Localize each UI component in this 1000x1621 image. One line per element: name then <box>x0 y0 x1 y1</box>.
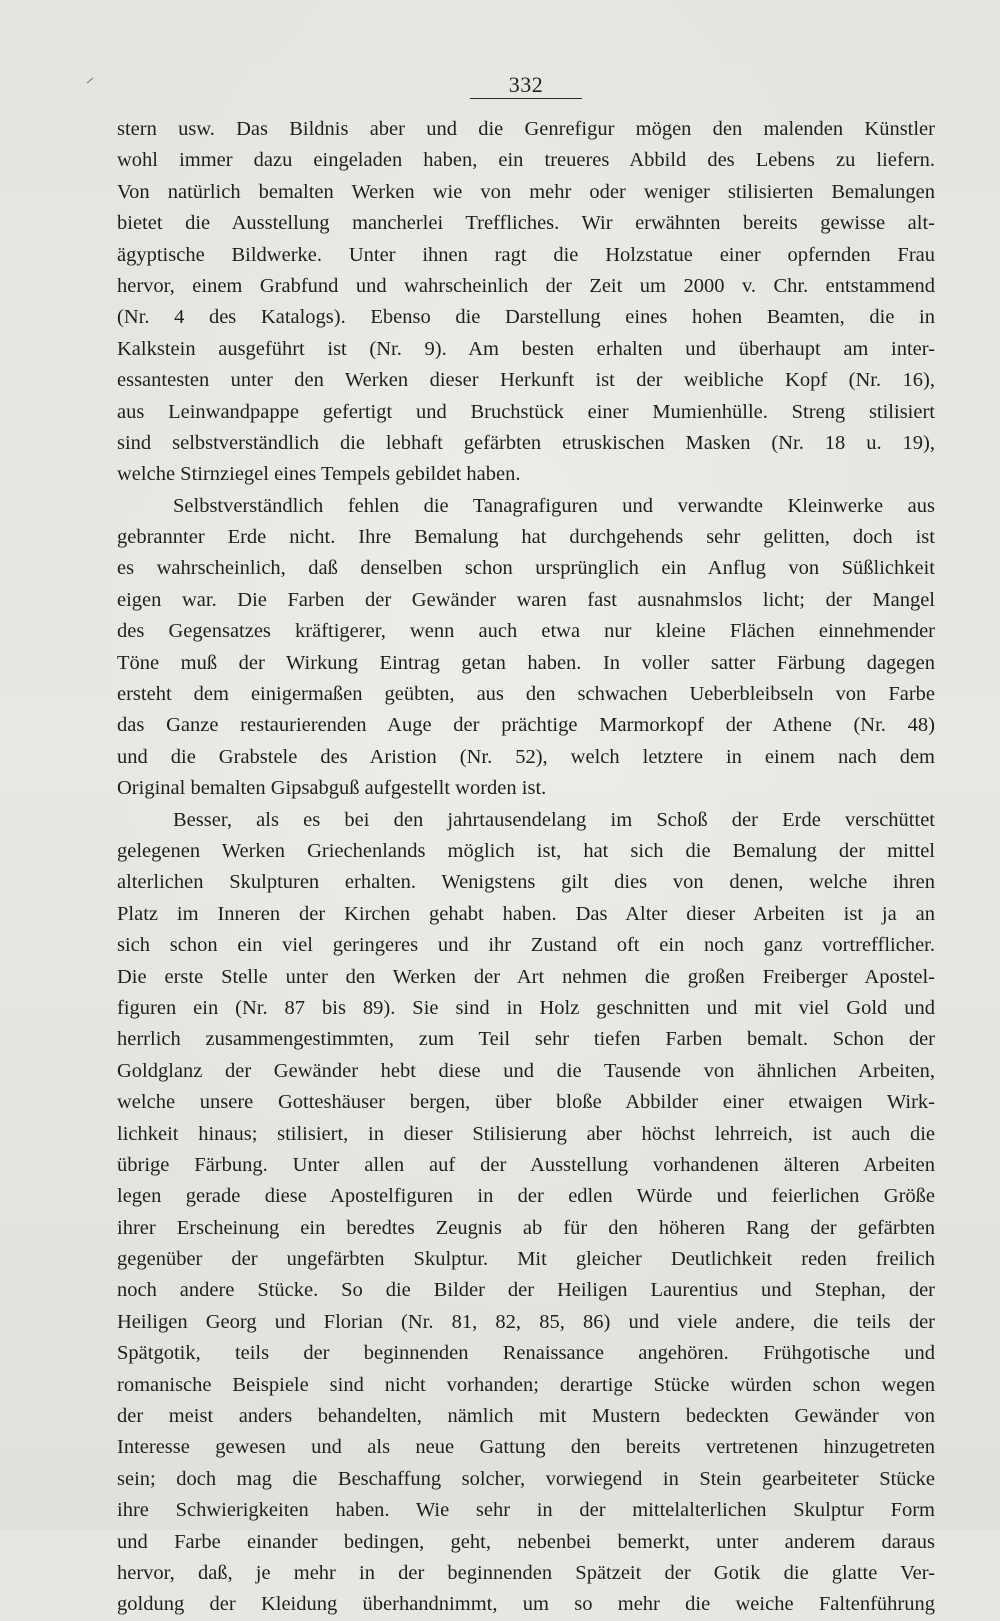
text-line: der meist anders behandelten, nämlich mit Mustern bedeckten Gewänder von <box>117 1405 935 1428</box>
text-line: sein; doch mag die Beschaffung solcher, vorwiegend in Stein gearbeiteter Stücke <box>117 1467 935 1490</box>
text-line: hervor, daß, je mehr in der beginnenden Spätzeit der Gotik die glatte Ver- <box>117 1561 935 1584</box>
text-line: ersteht dem einigermaßen geübten, aus den schwachen Ueberbleibseln von Farbe <box>117 683 935 706</box>
text-line: des Gegensatzes kräftigerer, wenn auch etwa nur kleine Flächen einnehmender <box>117 620 935 643</box>
text-line: sich schon ein viel geringeres und ihr Zustand oft ein noch ganz vortrefflicher. <box>117 934 935 957</box>
text-line: lichkeit hinaus; stilisiert, in dieser Stilisierung aber höchst lehrreich, ist auch die <box>117 1122 935 1145</box>
text-line: bietet die Ausstellung mancherlei Treffliches. Wir erwähnten bereits gewisse alt- <box>117 212 935 235</box>
body-text <box>117 114 935 1621</box>
text-line: eigen war. Die Farben der Gewänder waren fast ausnahmslos licht; der Mangel <box>117 588 935 611</box>
paper-speck <box>87 78 94 84</box>
text-line: Original bemalten Gipsabguß aufgestellt worden ist. <box>117 777 547 800</box>
text-line: Goldglanz der Gewänder hebt diese und die Tausende von ähnlichen Arbeiten, <box>117 1059 935 1082</box>
text-line: übrige Färbung. Unter allen auf der Ausstellung vorhandenen älteren Arbeiten <box>117 1153 935 1176</box>
text-line: es wahrscheinlich, daß denselben schon ursprünglich ein Anflug von Süßlichkeit <box>117 557 935 580</box>
text-line: welche Stirnziegel eines Tempels gebildet haben. <box>117 463 521 486</box>
text-line: das Ganze restaurierenden Auge der prächtige Marmorkopf der Athene (Nr. 48) <box>117 714 935 737</box>
text-line: Platz im Inneren der Kirchen gehabt haben. Das Alter dieser Arbeiten ist ja an <box>117 902 935 925</box>
text-line: essantesten unter den Werken dieser Herkunft ist der weibliche Kopf (Nr. 16), <box>117 369 935 392</box>
text-line: alterlichen Skulpturen erhalten. Wenigstens gilt dies von denen, welche ihren <box>117 871 935 894</box>
text-line: ägyptische Bildwerke. Unter ihnen ragt die Holzstatue einer opfernden Frau <box>117 243 935 266</box>
text-line: noch andere Stücke. So die Bilder der Heiligen Laurentius und Stephan, der <box>117 1279 935 1302</box>
text-line: Heiligen Georg und Florian (Nr. 81, 82, 85, 86) und viele andere, die teils der <box>117 1310 935 1333</box>
text-line: Interesse gewesen und als neue Gattung den bereits vertretenen hinzugetreten <box>117 1436 935 1459</box>
text-line: legen gerade diese Apostelfiguren in der edlen Würde und feierlichen Größe <box>117 1185 935 1208</box>
text-line: goldung der Kleidung überhandnimmt, um so mehr die weiche Faltenführung <box>117 1593 935 1616</box>
text-line: und die Grabstele des Aristion (Nr. 52), welch letztere in einem nach dem <box>117 745 935 768</box>
text-line: hervor, einem Grabfund und wahrscheinlich der Zeit um 2000 v. Chr. entstammend <box>117 274 935 297</box>
text-line: und Farbe einander bedingen, geht, nebenbei bemerkt, unter anderem daraus <box>117 1530 935 1553</box>
text-line: Kalkstein ausgeführt ist (Nr. 9). Am besten erhalten und überhaupt am inter- <box>117 337 935 360</box>
text-line: Besser, als es bei den jahrtausendelang im Schoß der Erde verschüttet <box>173 808 935 831</box>
text-line: gelegenen Werken Griechenlands möglich ist, hat sich die Bemalung der mittel <box>117 839 935 862</box>
text-line: Spätgotik, teils der beginnenden Renaissance angehören. Frühgotische und <box>117 1342 935 1365</box>
text-line: Die erste Stelle unter den Werken der Art nehmen die großen Freiberger Apostel- <box>117 965 935 988</box>
text-line: (Nr. 4 des Katalogs). Ebenso die Darstellung eines hohen Beamten, die in <box>117 306 935 329</box>
text-line: gegenüber der ungefärbten Skulptur. Mit gleicher Deutlichkeit reden freilich <box>117 1248 935 1271</box>
text-line: figuren ein (Nr. 87 bis 89). Sie sind in Holz geschnitten und mit viel Gold und <box>117 996 935 1019</box>
text-line: ihre Schwierigkeiten haben. Wie sehr in der mittelalterlichen Skulptur Form <box>117 1499 935 1522</box>
text-line: Töne muß der Wirkung Eintrag getan haben. In voller satter Färbung dagegen <box>117 651 935 674</box>
text-line: gebrannter Erde nicht. Ihre Bemalung hat durchgehends sehr gelitten, doch ist <box>117 526 935 549</box>
text-line: herrlich zusammengestimmten, zum Teil sehr tiefen Farben bemalt. Schon der <box>117 1028 935 1051</box>
text-line: Selbstverständlich fehlen die Tanagrafiguren und verwandte Kleinwerke aus <box>173 494 935 517</box>
text-line: aus Leinwandpappe gefertigt und Bruchstück einer Mumienhülle. Streng stilisiert <box>117 400 935 423</box>
text-line: ihrer Erscheinung ein beredtes Zeugnis ab für den höheren Rang der gefärbten <box>117 1216 935 1239</box>
page-number: 332 <box>508 72 544 97</box>
text-line: romanische Beispiele sind nicht vorhanden; derartige Stücke würden schon wegen <box>117 1373 935 1396</box>
text-line: welche unsere Gotteshäuser bergen, über bloße Abbilder einer etwaigen Wirk- <box>117 1091 935 1114</box>
text-line: wohl immer dazu eingeladen haben, ein treueres Abbild des Lebens zu liefern. <box>117 149 935 172</box>
text-line: stern usw. Das Bildnis aber und die Genrefigur mögen den malenden Künstler <box>117 118 935 140</box>
text-line: sind selbstverständlich die lebhaft gefärbten etruskischen Masken (Nr. 18 u. 19), <box>117 431 935 454</box>
page-number-rule <box>470 98 582 99</box>
text-line: Von natürlich bemalten Werken wie von mehr oder weniger stilisierten Bemalungen <box>117 180 935 203</box>
